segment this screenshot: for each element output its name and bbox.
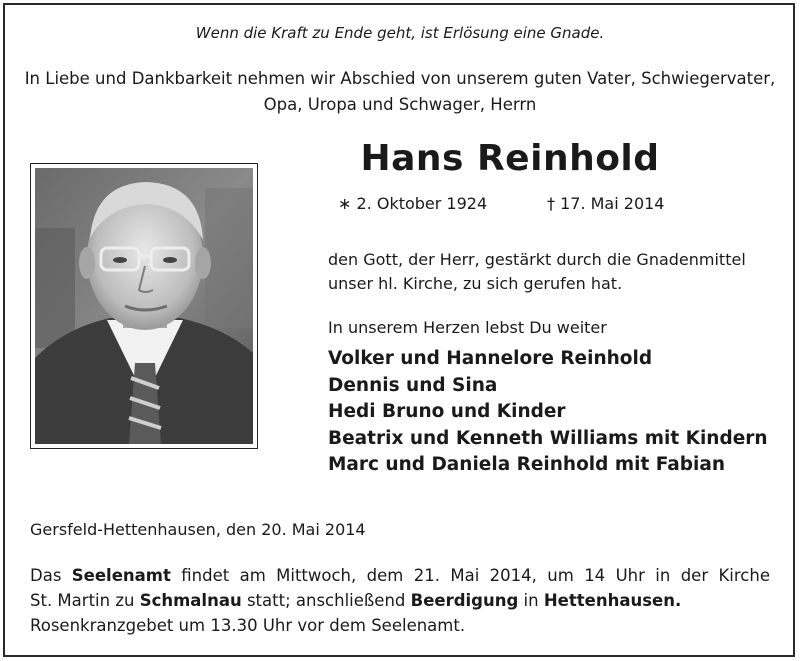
birth-date: ∗ 2. Oktober 1924 [338, 194, 488, 213]
faith-text [328, 248, 788, 296]
word: Mai [450, 566, 480, 585]
family-member: Marc und Daniela Reinhold mit Fabian [328, 454, 726, 475]
announcement-line-2 [30, 588, 770, 613]
word: Mittwoch, [276, 566, 357, 585]
intro-line-1: In Liebe und Dankbarkeit nehmen wir Abschied von unserem guten Vater, Schwiegervater, [24, 69, 776, 88]
intro-text [0, 66, 800, 118]
word-beerdigung: Beerdigung [410, 591, 519, 610]
word: 14 [584, 566, 606, 585]
faith-line-2: unser hl. Kirche, zu sich gerufen hat. [328, 274, 623, 293]
family-member: Hedi Bruno und Kinder [328, 401, 566, 422]
word: findet [181, 566, 230, 585]
deceased-name: Hans Reinhold [360, 138, 660, 179]
place-hettenhausen: Hettenhausen. [543, 591, 682, 610]
word: am [239, 566, 266, 585]
text-segment: in [518, 591, 544, 610]
word: Kirche [718, 566, 770, 585]
text-segment: St. Martin zu [30, 591, 140, 610]
death-date: † 17. Mai 2014 [547, 194, 665, 213]
portrait-image [35, 168, 253, 444]
motto: Wenn die Kraft zu Ende geht, ist Erlösung eine Gnade. [195, 24, 605, 42]
funeral-announcement [30, 563, 770, 638]
word: 2014, [489, 566, 537, 585]
heart-text: In unserem Herzen lebst Du weiter [328, 318, 607, 337]
word: um [547, 566, 574, 585]
announcement-line-1 [30, 563, 770, 588]
portrait-photo [30, 163, 258, 449]
word: Uhr [615, 566, 645, 585]
place-date: Gersfeld-Hettenhausen, den 20. Mai 2014 [30, 520, 366, 539]
place-schmalnau: Schmalnau [139, 591, 242, 610]
text-segment: statt; anschließend [241, 591, 411, 610]
word: der [680, 566, 709, 585]
family-list [328, 346, 768, 479]
word: 21. [413, 566, 440, 585]
faith-line-1: den Gott, der Herr, gestärkt durch die Gnadenmittel [328, 250, 746, 269]
family-member: Beatrix und Kenneth Williams mit Kindern [328, 427, 768, 449]
word: dem [366, 566, 404, 585]
word: Das [30, 566, 62, 585]
announcement-line-3: Rosenkranzgebet um 13.30 Uhr vor dem Seelenamt. [30, 616, 466, 635]
intro-line-2: Opa, Uropa und Schwager, Herrn [263, 95, 537, 114]
family-member: Dennis und Sina [328, 374, 498, 396]
word: in [655, 566, 671, 585]
family-member: Volker und Hannelore Reinhold [328, 348, 653, 369]
word-seelenamt: Seelenamt [71, 566, 171, 585]
